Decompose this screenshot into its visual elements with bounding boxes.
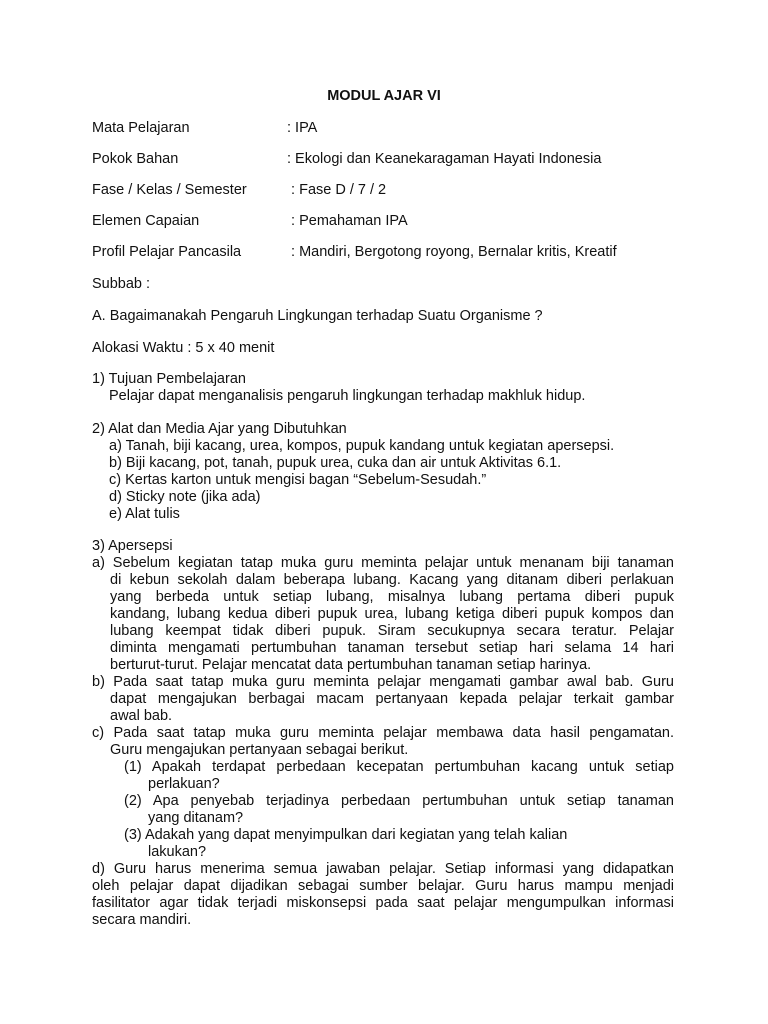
paragraph-c-line: Guru mengajukan pertanyaan sebagai berikut. xyxy=(110,742,409,758)
section-1-body: Pelajar dapat menganalisis pengaruh lingkungan terhadap makhluk hidup. xyxy=(109,388,586,404)
paragraph-d-line: oleh pelajar dapat dijadikan sebagai sumber belajar. Guru harus mampu menjadi xyxy=(92,878,674,894)
paragraph-b-line: dapat mengajukan berbagai macam pertanyaan kepada pelajar terkait gambar xyxy=(110,691,674,707)
meta-row-subject xyxy=(92,120,317,136)
paragraph-d-line: fasilitator agar tidak terjadi miskonsepsi pada saat pelajar mengumpulkan informasi xyxy=(92,895,674,911)
meta-row-profile xyxy=(92,244,617,260)
question-item: perlakuan? xyxy=(148,776,220,792)
meta-value: : Mandiri, Bergotong royong, Bernalar kritis, Kreatif xyxy=(287,244,617,260)
paragraph-d-line: d) Guru harus menerima semua jawaban pelajar. Setiap informasi yang didapatkan xyxy=(92,861,674,877)
question-item: (2) Apa penyebab terjadinya perbedaan pertumbuhan untuk setiap tanaman xyxy=(124,793,674,809)
meta-row-element xyxy=(92,213,408,229)
meta-label: Elemen Capaian xyxy=(92,213,200,229)
paragraph-d-line: secara mandiri. xyxy=(92,912,192,928)
allocation-time: Alokasi Waktu : 5 x 40 menit xyxy=(92,340,275,356)
list-item: e) Alat tulis xyxy=(109,506,180,522)
meta-value: : Ekologi dan Keanekaragaman Hayati Indonesia xyxy=(287,151,602,167)
question-item: yang ditanam? xyxy=(148,810,244,826)
document-title: MODUL AJAR VI xyxy=(327,88,441,104)
paragraph-a-line: diminta mengamati pertumbuhan tanaman tersebut setiap hari selama 14 hari xyxy=(110,640,674,656)
list-item: b) Biji kacang, pot, tanah, pupuk urea, cuka dan air untuk Aktivitas 6.1. xyxy=(109,455,562,471)
meta-label: Fase / Kelas / Semester xyxy=(92,182,247,198)
meta-label: Mata Pelajaran xyxy=(92,120,190,136)
paragraph-b-line: awal bab. xyxy=(110,708,173,724)
paragraph-a-line: kandang, lubang kedua diberi pupuk urea, lubang ketiga diberi pupuk kompos dan xyxy=(110,606,674,622)
paragraph-a-line: berturut-turut. Pelajar mencatat data pertumbuhan tanaman setiap harinya. xyxy=(110,657,592,673)
paragraph-a-line: lubang keempat tidak diberi pupuk. Siram secukupnya secara teratur. Pelajar xyxy=(110,623,674,639)
paragraph-c-line: c) Pada saat tatap muka guru meminta pelajar membawa data hasil pengamatan. xyxy=(92,725,674,741)
list-item: c) Kertas karton untuk mengisi bagan “Sebelum-Sesudah.” xyxy=(109,472,487,488)
paragraph-a-line: di kebun sekolah dalam beberapa lubang. Kacang yang ditanam diberi perlakuan xyxy=(110,572,674,588)
list-item: a) Tanah, biji kacang, urea, kompos, pupuk kandang untuk kegiatan apersepsi. xyxy=(109,438,615,454)
section-3-heading: 3) Apersepsi xyxy=(92,538,173,554)
question-item: lakukan? xyxy=(148,844,207,860)
paragraph-a-line: a) Sebelum kegiatan tatap muka guru meminta pelajar untuk menanam biji tanaman xyxy=(92,555,674,571)
meta-value: : IPA xyxy=(287,120,318,136)
meta-label: Pokok Bahan xyxy=(92,151,179,167)
paragraph-a-line: yang berbeda untuk setiap lubang, misalnya lubang pertama diberi pupuk xyxy=(110,589,674,605)
list-item: d) Sticky note (jika ada) xyxy=(109,489,261,505)
meta-value: : Fase D / 7 / 2 xyxy=(287,182,387,198)
question-item: (1) Apakah terdapat perbedaan kecepatan pertumbuhan kacang untuk setiap xyxy=(124,759,674,775)
paragraph-b-line: b) Pada saat tatap muka guru meminta pelajar mengamati gambar awal bab. Guru xyxy=(92,674,674,690)
section-2-heading: 2) Alat dan Media Ajar yang Dibutuhkan xyxy=(92,421,347,437)
meta-row-phase xyxy=(92,182,386,198)
meta-label: Profil Pelajar Pancasila xyxy=(92,244,242,260)
meta-value: : Pemahaman IPA xyxy=(287,213,408,229)
subbab-label: Subbab : xyxy=(92,276,151,292)
meta-row-topic xyxy=(92,151,601,167)
section-1-heading: 1) Tujuan Pembelajaran xyxy=(92,371,246,387)
subbab-heading: A. Bagaimanakah Pengaruh Lingkungan terhadap Suatu Organisme ? xyxy=(92,308,543,324)
question-item: (3) Adakah yang dapat menyimpulkan dari kegiatan yang telah kalian xyxy=(124,827,568,843)
